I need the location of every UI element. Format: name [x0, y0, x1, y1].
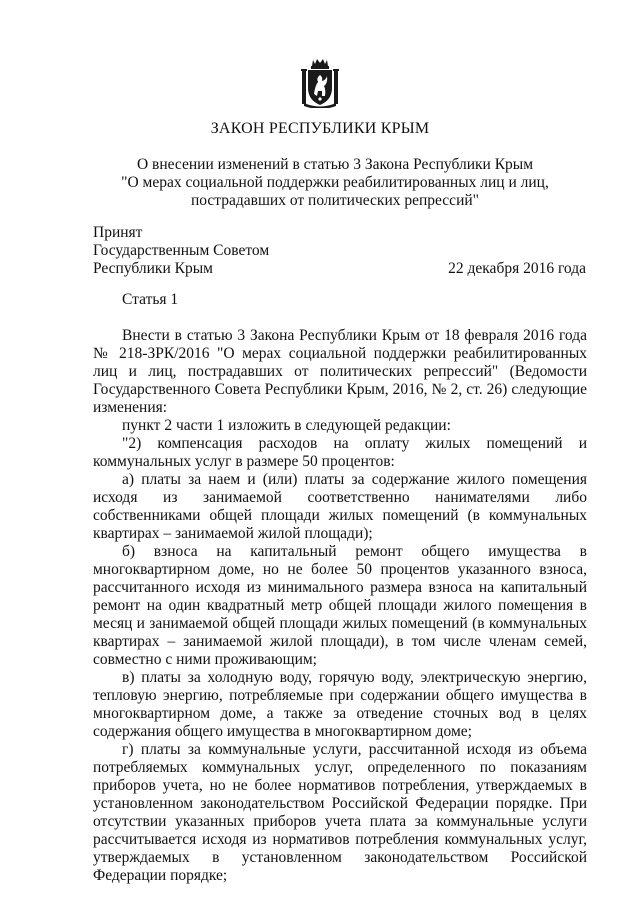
article-heading: Статья 1 — [122, 291, 179, 308]
article-paragraph: б) взноса на капитальный ремонт общего имущества в многоквартирном доме, но не более 50 процентов указанного взноса, рассчитанного исходя из минимального размера взноса на капитальный ремонт на один квадратный метр общей площади жилого помещения в месяц и занимаемой общей площади жилых помещений (в коммунальных квартирах – занимаемой жилой площади), в том числе членам семей, совместно с ними проживающим; — [93, 543, 587, 668]
subtitle-line: О внесении изменений в статью 3 Закона Республики Крым — [136, 156, 534, 173]
adoption-line: Государственным Советом — [93, 242, 270, 259]
article-paragraph: в) платы за холодную воду, горячую воду, электрическую энергию, тепловую энергию, потребляемые при содержании общего имущества в многоквартирном доме, а также за отведение сточных вод в целях содержания общего имущества в многоквартирном доме; — [93, 669, 587, 740]
article-paragraph: пункт 2 части 1 изложить в следующей редакции: — [122, 417, 451, 434]
law-title: ЗАКОН РЕСПУБЛИКИ КРЫМ — [210, 120, 430, 137]
adoption-line: Республики Крым — [93, 260, 213, 277]
article-paragraph: а) платы за наем и (или) платы за содержание жилого помещения исходя из занимаемой соответственно нанимателями либо собственниками общей площади жилых помещений (в коммунальных квартирах – занимаемой жилой площади); — [93, 471, 587, 542]
law-subtitle — [100, 156, 570, 210]
article-paragraph: "2) компенсация расходов на оплату жилых помещений и коммунальных услуг в размере 50 процентов: — [93, 435, 587, 470]
crimea-coat-of-arms-icon — [301, 58, 339, 108]
adoption-line: Принят — [93, 224, 143, 241]
article-body — [93, 327, 587, 885]
adoption-block — [93, 224, 269, 278]
adoption-date: 22 декабря 2016 года — [448, 260, 586, 277]
subtitle-line: пострадавших от политических репрессий" — [191, 192, 479, 209]
article-paragraph: г) платы за коммунальные услуги, рассчитанной исходя из объема потребляемых коммунальных услуг, определенного по показаниям приборов учета, но не более нормативов потребления, утверждаемых в установленном законодательством Российской Федерации порядке. При отсутствии указанных приборов учета плата за коммунальные услуги рассчитывается исходя из нормативов потребления коммунальных услуг, утверждаемых в установленном законодательством Российской Федерации порядке; — [93, 741, 587, 884]
subtitle-line: "О мерах социальной поддержки реабилитированных лиц и лиц, — [121, 174, 549, 191]
article-paragraph: Внести в статью 3 Закона Республики Крым от 18 февраля 2016 года № 218-ЗРК/2016 "О мерах социальной поддержки реабилитированных лиц и лиц, пострадавших от политических репрессий" (Ведомости Государственного Совета Республики Крым, 2016, № 2, ст. 26) следующие изменения: — [93, 327, 587, 416]
